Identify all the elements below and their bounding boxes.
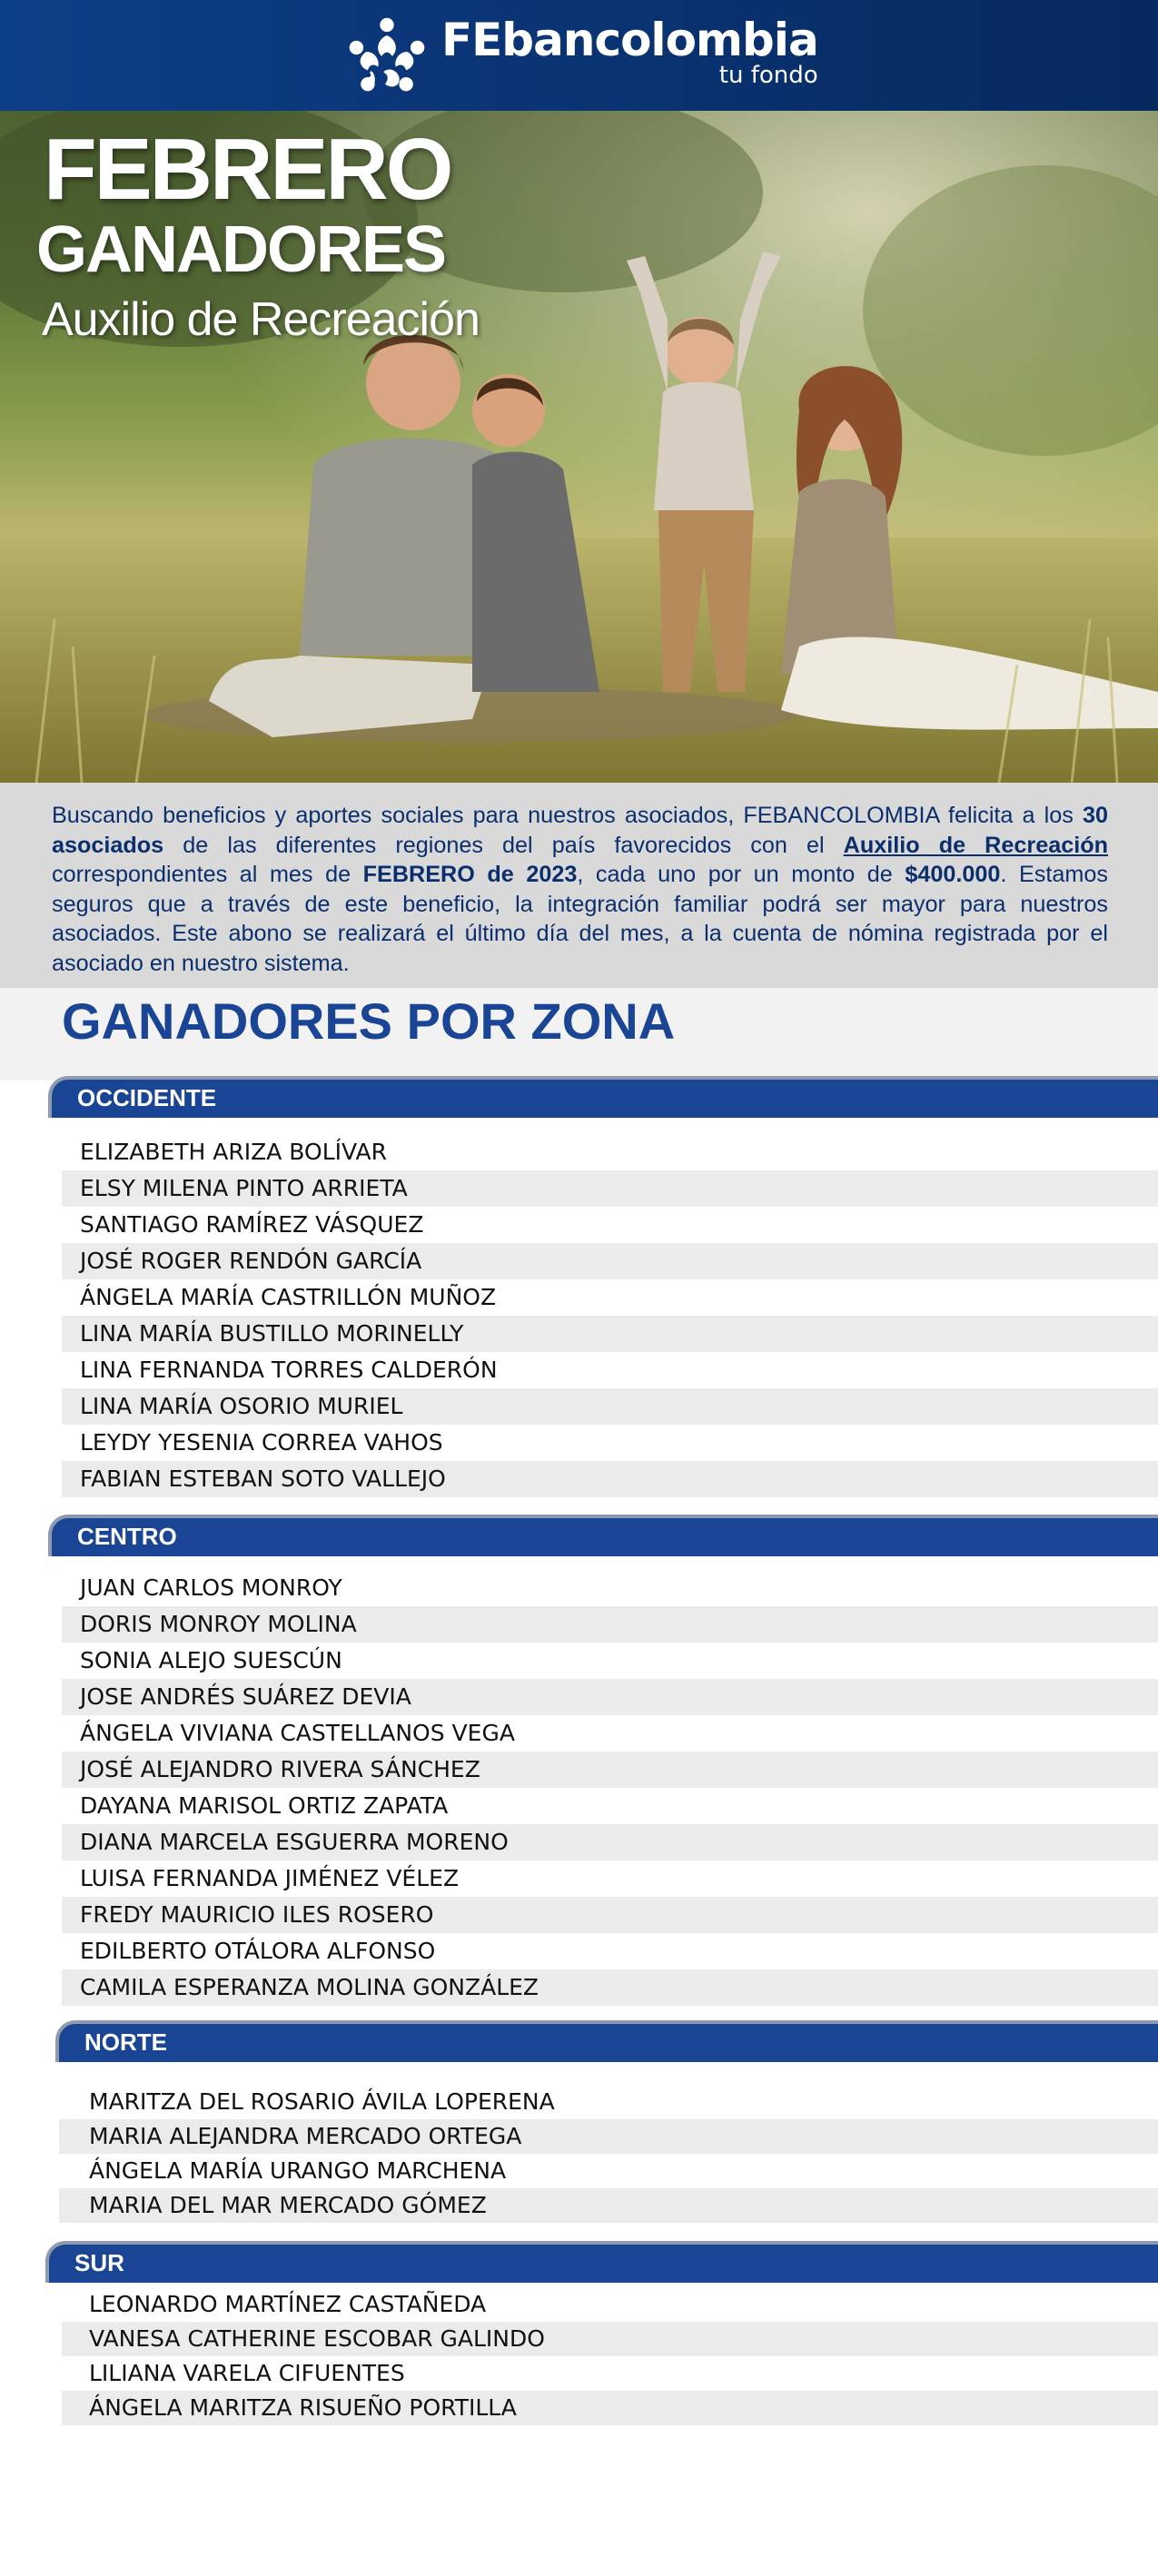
- hero-winners-title: GANADORES: [36, 213, 446, 286]
- zones-heading: GANADORES POR ZONA: [62, 992, 676, 1050]
- intro-bold-month: FEBRERO de 2023: [362, 862, 578, 888]
- zone-list-norte: [59, 2085, 1158, 2223]
- list-item: JOSE ANDRÉS SUÁREZ DEVIA: [62, 1679, 1158, 1715]
- list-item: JOSÉ ALEJANDRO RIVERA SÁNCHEZ: [62, 1752, 1158, 1788]
- zone-bar-sur: [45, 2241, 1158, 2283]
- list-item: CAMILA ESPERANZA MOLINA GONZÁLEZ: [62, 1969, 1158, 2006]
- list-item: LUISA FERNANDA JIMÉNEZ VÉLEZ: [80, 1865, 460, 1891]
- zone-list-occidente: [62, 1134, 1158, 1497]
- hero-subtitle: Auxilio de Recreación: [42, 293, 480, 346]
- list-item: LEONARDO MARTÍNEZ CASTAÑEDA: [89, 2291, 487, 2317]
- list-item: MARIA ALEJANDRA MERCADO ORTEGA: [59, 2119, 1158, 2154]
- list-item: SANTIAGO RAMÍREZ VÁSQUEZ: [80, 1211, 424, 1238]
- list-item: ELSY MILENA PINTO ARRIETA: [62, 1170, 1158, 1207]
- zone-list-centro: [62, 1570, 1158, 2006]
- brand-header: [0, 0, 1158, 111]
- intro-text-5: . Estamos seguros que a través de este beneficio, la integración familiar podrá ser mayor para nuestros asociados. Este abono se realizará el último día del mes, a la cuenta de nómina registrada por el asociado en nuestro sistema.: [52, 862, 1108, 976]
- list-item: VANESA CATHERINE ESCOBAR GALINDO: [62, 2322, 1158, 2356]
- brand-tagline: tu fondo: [718, 62, 818, 89]
- zone-bar-norte: [55, 2020, 1158, 2062]
- list-item: SONIA ALEJO SUESCÚN: [80, 1647, 342, 1673]
- intro-bold-count: 30 asociados: [52, 803, 1108, 858]
- zone-title: CENTRO: [77, 1523, 177, 1550]
- list-item: LINA FERNANDA TORRES CALDERÓN: [80, 1357, 498, 1383]
- hero-month-title: FEBRERO: [44, 121, 451, 218]
- list-item: JOSÉ ROGER RENDÓN GARCÍA: [62, 1243, 1158, 1279]
- intro-text-4: , cada uno por un monto de: [577, 862, 906, 888]
- star-people-icon: [343, 13, 431, 100]
- zone-bar-occidente: [48, 1076, 1158, 1118]
- list-item: DORIS MONROY MOLINA: [62, 1606, 1158, 1643]
- zone-bar-centro: [48, 1515, 1158, 1556]
- list-item: ÁNGELA MARÍA CASTRILLÓN MUÑOZ: [80, 1284, 497, 1310]
- intro-bold-amount: $400.000: [905, 862, 1001, 888]
- intro-section: [0, 783, 1158, 988]
- list-item: FABIAN ESTEBAN SOTO VALLEJO: [62, 1461, 1158, 1497]
- list-item: DAYANA MARISOL ORTIZ ZAPATA: [80, 1792, 449, 1819]
- list-item: FREDY MAURICIO ILES ROSERO: [62, 1897, 1158, 1933]
- hero-banner: [0, 111, 1158, 783]
- intro-paragraph: [52, 801, 1108, 979]
- list-item: ÁNGELA MARITZA RISUEÑO PORTILLA: [62, 2391, 1158, 2425]
- brand-logo: [343, 13, 818, 100]
- zone-title: OCCIDENTE: [77, 1084, 217, 1111]
- list-item: ELIZABETH ARIZA BOLÍVAR: [80, 1139, 387, 1165]
- intro-text-2: de las diferentes regiones del país favorecidos con el: [163, 832, 844, 858]
- intro-benefit-link[interactable]: Auxilio de Recreación: [843, 832, 1108, 858]
- intro-text-3: correspondientes al mes de: [52, 862, 363, 888]
- list-item: LINA MARÍA OSORIO MURIEL: [62, 1388, 1158, 1425]
- list-item: ÁNGELA MARÍA URANGO MARCHENA: [89, 2157, 507, 2184]
- zone-title: SUR: [74, 2249, 124, 2276]
- list-item: LEYDY YESENIA CORREA VAHOS: [80, 1429, 443, 1456]
- list-item: ÁNGELA VIVIANA CASTELLANOS VEGA: [80, 1720, 515, 1746]
- list-item: LINA MARÍA BUSTILLO MORINELLY: [62, 1316, 1158, 1352]
- list-item: EDILBERTO OTÁLORA ALFONSO: [80, 1938, 436, 1964]
- brand-name: FEbancolombia: [441, 14, 818, 66]
- list-item: JUAN CARLOS MONROY: [80, 1574, 342, 1601]
- list-item: MARIA DEL MAR MERCADO GÓMEZ: [59, 2188, 1158, 2223]
- zone-title: NORTE: [84, 2028, 167, 2056]
- list-item: MARITZA DEL ROSARIO ÁVILA LOPERENA: [89, 2088, 555, 2115]
- list-item: LILIANA VARELA CIFUENTES: [89, 2360, 405, 2386]
- zone-list-sur: [62, 2287, 1158, 2425]
- list-item: DIANA MARCELA ESGUERRA MORENO: [62, 1824, 1158, 1860]
- intro-text-1: Buscando beneficios y aportes sociales para nuestros asociados, FEBANCOLOMBIA felicita a los: [52, 803, 1083, 828]
